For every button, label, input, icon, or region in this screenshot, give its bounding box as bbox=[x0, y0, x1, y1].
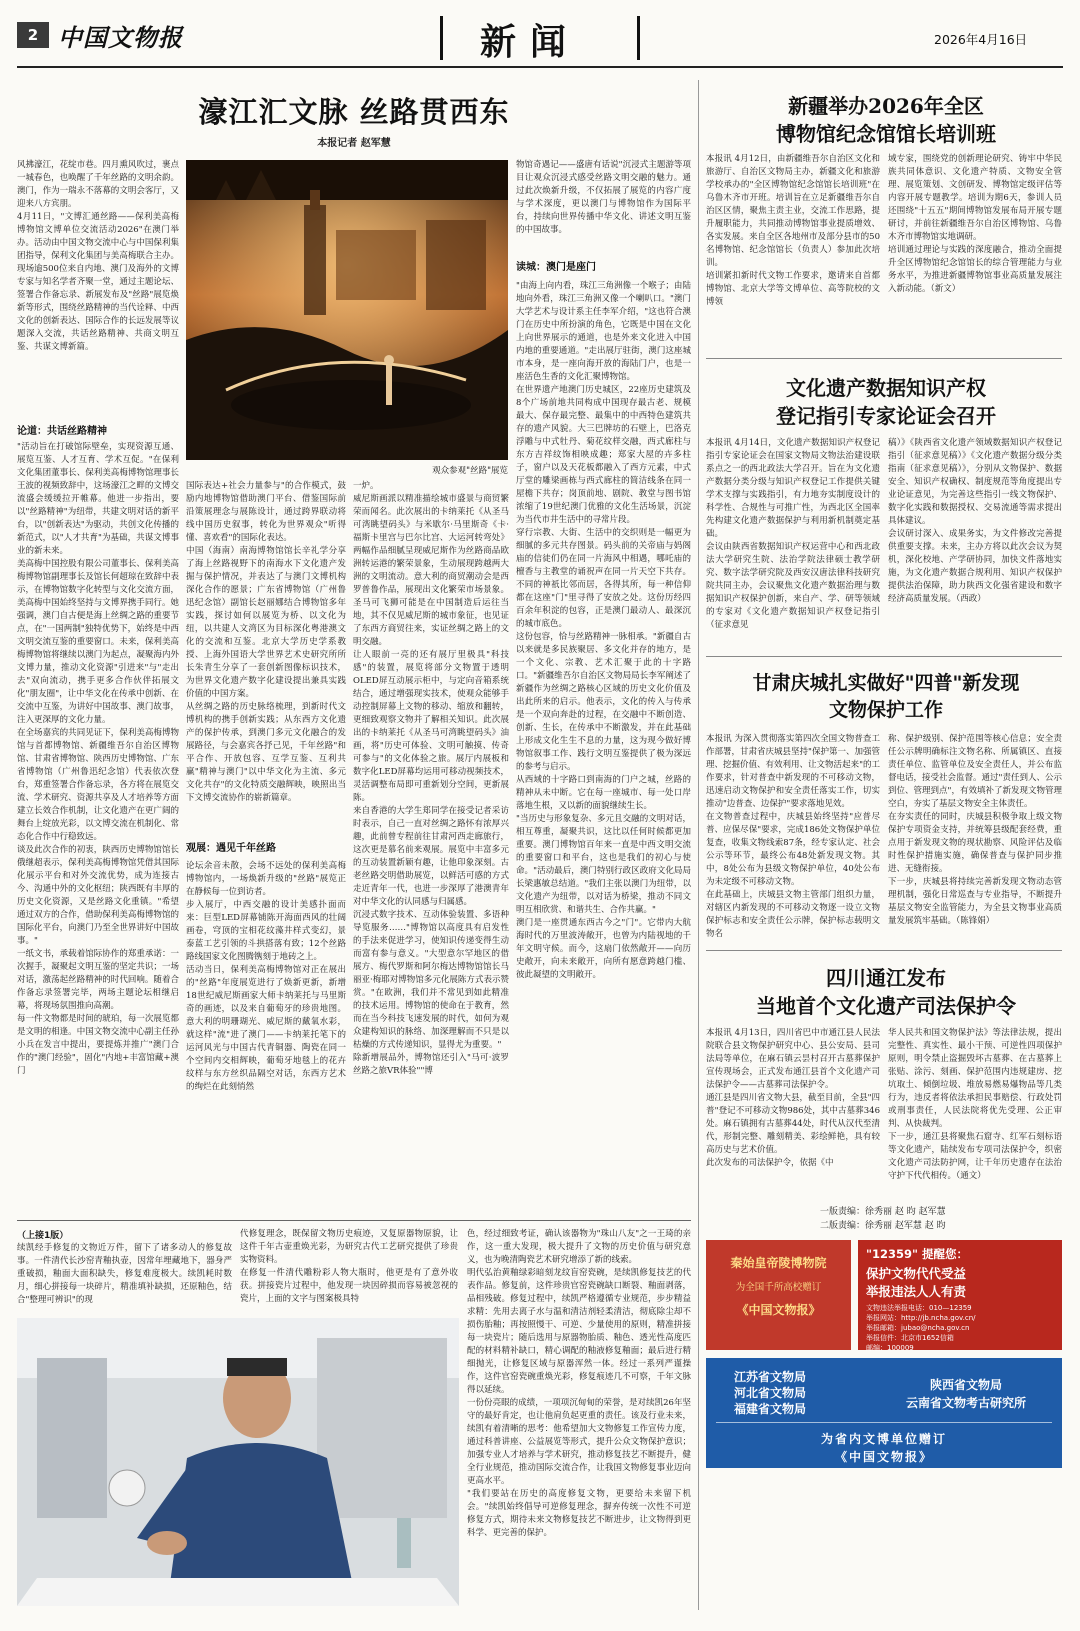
lead-col2-body: 国际表达+社会力量参与"的合作模式，鼓励内地博物馆借助澳门平台、借鉴国际前沿策展理念与展陈设计，通过跨界联动将线中国历史叙事，转化为世界观众"听得懂、喜欢看"的国际化表达。 中国（海南）南海博物馆馆长辛礼学分享了海上丝路视野下的南海水下文化遗产发掘与保护情况，并表达了与澳门文博机构深化合作的愿景；广东省博物馆（广州鲁迅纪念馆）副馆长赵丽娜结合博物馆多年实践，探讨如何以展览为桥、以文化为纽，以共建人文湾区为目标深化粤港澳文化的交流和互鉴。北京大学历史学系教授、上海外国语大学世界艺术史研究所所长朱青生分享了一套创新图像标识技术，为世界文化遗产数字化建设提出兼具实践价值的中国方案。 从丝绸之路的历史脉络梳理，到新时代文博机构的携手创新实践；从东西方文化遗产的保护传承，到澳门多元文化融合的发展路径，与会嘉宾各抒己见，千年丝路"和平合作、开放包容、互学互鉴、互利共赢"精神与澳门"以中华文化为主流、多元文化共存"的文化特质交融辉映，映照出当下文博交流协作的崭新篇章。 bbox=[186, 481, 346, 803]
masthead bbox=[0, 0, 1080, 74]
lead-subhead-1: 论道：共话丝路精神 bbox=[17, 426, 107, 437]
column-divider bbox=[698, 80, 699, 1610]
ad-provincial-divider bbox=[716, 1422, 1052, 1423]
article1-headline-line1: 新疆举办2026年全区 bbox=[788, 94, 984, 118]
continued-rule bbox=[17, 1220, 691, 1221]
right-rule-3 bbox=[706, 950, 1062, 951]
lead-col1-intro: 风拂濠江，花绽市巷。四月熏风吹过，裹点一城春色，也唤醒了千年丝路的文明余韵。澳门，作为一瑞永不落幕的文明会客厅，又迎来八方宾朋。 4月11日，"文博汇通丝路——保利美高梅博物馆文博单位交流活动2026"在澳门举办。活动由中国文物交流中心与中国保利集团指导，保利文化集团与美高梅联合主办。现场逾500位来自内地、澳门及海外的文博专家与知名学者齐聚一堂，通过主题论坛、签署合作备忘录、新展发布及"丝路"展览焕新等形式，围绕丝路精神的当代诠释、中西文化的创新表达、国际合作的长远发展等议题深入交流，共话丝路精神、共商文明互鉴、共谋文博新篇。 bbox=[17, 160, 179, 352]
article1-headline-line2: 博物馆纪念馆馆长培训班 bbox=[776, 122, 996, 146]
lead-col4-intro: 物馆奇遇记——盛唐有话说"沉浸式主题游等项目让观众沉浸式感受丝路文明交融的魅力。通过此次焕新升级，不仅拓展了展览的内容广度与学术深度，更以澳门与博物馆作为国际平台，持续向世界传播中华文化、讲述文明互鉴的中国故事。 bbox=[516, 160, 691, 235]
lead-headline: 濠江汇文脉 丝路贯西东 bbox=[198, 95, 510, 129]
lead-subhead-3: 读城：澳门是座门 bbox=[516, 262, 596, 273]
restorer-photo bbox=[17, 1318, 459, 1606]
ad-provincial-left-1: 江苏省文物局 bbox=[734, 1370, 807, 1384]
ad-hotline-site: 举报网站：http://jb.ncha.gov.cn/ bbox=[866, 1314, 976, 1322]
ad-hotline-line3: 举报违法人人有责 bbox=[866, 1284, 967, 1299]
ad-provincial bbox=[706, 1358, 1062, 1468]
restorer-illustration bbox=[17, 1318, 459, 1606]
ad-museum-line2: 为全国千所高校赠订 bbox=[735, 1282, 822, 1293]
exhibition-illustration bbox=[186, 160, 508, 460]
exhibition-photo bbox=[186, 160, 508, 460]
lead-col3-body: 一炉。 威尼斯画派以精准描绘城市盛景与商贸繁荣而闻名。此次展出的卡纳莱托《从圣马可湾眺望码头》与米歇尔·马里斯奇《卡·福斯卡里宫与巴尔比宫、大运河转弯处》两幅作品细腻呈现威尼斯作为丝路商品欧洲转运港的繁荣景象，生动展现跨越两大洲的文明流动。意大利的商贸潮动会是西罗普鲁作品，展现出文化繁荣市场景象。圣马可飞狮可能是在中国制造后运往当地，其不仅见威尼斯的城市象征，也见证了东西方商贸往来，实证丝绸之路上的文明交融。 让人眼前一亮的还有展厅里极具"科技感"的装置，展览将部分文物置于透明OLED屏互动展示柜中，与定向音箱系统结合，通过增强现实技术，使观众能够手动控制屏幕上文物的移动、缩放和翻转，更细致观察文物并了解相关知识。此次展出的卡纳莱托《从圣马可湾眺望码头》油画，将"历史可体验、文明可触摸、传奇可参与"的文化体验之旅。展厅内展板和数字化LED屏幕均运用可移动视频技术，灵活调整布局即可重新划分空间，更新展陈。 来自香港的大学生郑同学在接受记者采访时表示，自己一直对丝绸之路怀有浓厚兴趣，此前曾专程前往甘肃河西走廊旅行，这次更是慕名前来观展。展览中丰富多元的互动装置新颖有趣，让他印象深刻。古老丝路交明借助展览，以鲜活可感的方式走近青年一代，也进一步深厚了港澳青年对中华文化的认同感与归属感。 沉浸式数字技术、互动体验装置、多语种导览服务……"博物馆以高度具有启发性的手法来促进学习，使知识传递变得生动而富有参与意义。"大型意尔罕地区的借展方、梅代罗斯和阿尔梅达博物馆馆长马丽亚·梅耶对博物馆多元化展陈方式表示赞赏。"在欧洲，我们并不常见到如此精准的技术运用。博物馆的使命在于教育，然而在当今科技飞速发展的时代，如何为观众建构知识的脉络、加深理解而不只是以枯燥的方式传递知识，显得尤为重要。" 除新增展品外，博物馆还引入"马可·波罗丝路之旅VR体验""博 bbox=[353, 481, 509, 1076]
article1-col2: 域专家，围绕党的创新理论研究、铸牢中华民族共同体意识、文化遗产特质、文物安全管理、展览策划、文创研发、博物馆定级评估等内容开展专题教学。培训为期6天，参训人员还围绕"十五五"期间博物馆发展布局开展专题研讨，并前往新疆维吾尔自治区博物馆、乌鲁木齐市博物馆实地调研。 培训通过理论与实践的深度融合，推动全面提升全区博物馆纪念馆馆长的综合管理能力与业务水平，为推进新疆博物馆事业高质量发展注入新动能。（新文） bbox=[888, 154, 1062, 294]
article2-col2: 稿）》《陕西省文化遗产领域数据知识产权登记指引（征求意见稿）》《文化遗产数据分级分类指南（征求意见稿）》，分别从文物保护、数据安全、知识产权确权、制度规范等角度提出专业论证意见，为完善这些指引一线文物保护、数字化实践和数据授权、交易流通等需求提出具体建议。 会议研讨深入、成果务实，为文件修改完善提供重要支撑。未来，主办方将以此次会议为契机，深化校地、产学研协同，加快文件落地实施，为文化遗产数据合规利用、知识产权保护提供法治保障，助力陕西文化强省建设和数字经济高质量发展。（西政） bbox=[888, 438, 1062, 604]
lead-byline: 本报记者 赵军慧 bbox=[317, 138, 391, 149]
ad-provincial-right-2: 云南省文物考古研究所 bbox=[905, 1396, 1026, 1410]
continued-col2: 代修复理念，既保留文物历史痕迹，又复原器物原貌，让这件千年古壶重焕光彩，为研究古代工艺研究提供了珍贵实物资料。 在修复一件清代雕粉彩人物大瓶时，他更是有了意外收获。拼接瓷片过程中，他发现一块因碎损而容易被忽视的瓷片，上面的文字与图案极具特 bbox=[240, 1229, 458, 1304]
article3-headline-line2: 文物保护工作 bbox=[828, 699, 943, 721]
lead-col1-body: "活动旨在打破馆际壁垒，实现资源互通、展览互鉴、人才互育、学术互促。"在保利文化集团董事长、保利美高梅博物馆理事长王波的视频致辞中，这场濠江之畔的文博交流盛会缓缓拉开帷幕。他进一步指出，要以"丝路精神"为纽带，共建文明对话的新平台，以"创新表达"为驱动，共创文化传播的新范式，以"人才共育"为基础，共谋文博事业的新未来。 美高梅中国控股有限公司董事长、保利美高梅博物馆副理事长及馆长何超琼在致辞中表示，在博物馆数字化转型与文化交流方面，美高梅中国始终坚持与文博界携手同行。她强调，澳门自古便是海上丝绸之路的重要节点，在"一国两制"独特优势下，始终是中西文明交流互鉴的重要窗口。未来，保利美高梅博物馆将继续以澳门为起点，凝聚海内外文博力量，推动文化资源"引进来"与"走出去"双向流动，携手更多合作伙伴拓展文化"朋友圈"，让中华文化在传承中创新、在交流中互鉴，为讲好中国故事、澳门故事，注入更深厚的文化力量。 在全场嘉宾的共同见证下，保利美高梅博物馆与首都博物馆、新疆维吾尔自治区博物馆、甘肃省博物馆、陕西历史博物馆、广东省博物馆（广州鲁迅纪念馆）代表依次登台，郑重签署合作备忘录，各方将在展览交流、学术研究、资源共享及人才培养等方面建立长效合作机制，让文化遗产在更广阔的舞台上绽放光彩，以文博交流在机制化、常态化合作中行稳致远。 谈及此次合作的初衷，陕西历史博物馆馆长俄继超表示，保利美高梅博物馆凭借其国际化展示平台和对外交流优势，成为连接古今、沟通中外的文化枢纽；陕西既有丰厚的历史文化资源，又是丝路文化重镇。"希望通过双方的合作，借助保利美高梅博物馆的国际化平台，向澳门乃至全世界讲好中国故事。" 一纸文书，承载着馆际协作的郑重承诺：一次握手，凝聚起文明互鉴的坚定共识；一场对话，激荡起丝路精神的时代回响。随着合作备忘录签署完毕，两场主题论坛相继启幕，将现场氛围推向高潮。 每一件文物都是时间的琥珀，每一次展览都是文明的相逢。中国文物交流中心副主任孙小兵在发言中提出，要提炼并推广"澳门合作的"澳门经验"，固化"内地+丰富馆藏+澳门 bbox=[17, 442, 179, 1076]
lead-col2-body-cont: 论坛余音未散，会场不远处的保利美高梅博物馆内，一场焕新升级的"丝路"展览正在静候每一位到访者。 步入展厅，中西交融的设计美感扑面而来：巨型LED屏幕铺陈开海面西风的壮阔画卷，穹顶的宝相花纹藻井样式变幻，景泰蓝工艺引领的斗拱搭落有致；12个丝路路线国家文化图腾镌刻于地砖之上。 活动当日，保利美高梅博物馆对正在展出的"丝路"年度展览进行了焕新更新，新增18世纪威尼斯画家大师卡纳莱托与马里斯奇的画迹，以及来自葡萄牙的珍贵地图。意大利的明珊瑚光、威尼斯的戴氧水彩，就这样"流"进了澳门——卡纳莱托笔下的运河风光与中国古代青铜器、陶瓷在同一个空间内交相辉映，葡萄牙地毯上的花卉纹样与东方丝织品隔空对话，东西方艺术的绚烂在此刻悄然 bbox=[186, 861, 346, 1092]
article2-headline-line1: 文化遗产数据知识产权 bbox=[786, 376, 986, 400]
ad-hotline-email: 举报邮箱：jubao@ncha.gov.cn bbox=[866, 1324, 970, 1332]
masthead-divider-right bbox=[637, 16, 640, 60]
ad-provincial-right-1: 陕西省文物局 bbox=[929, 1378, 1002, 1392]
article1-col1: 本报讯 4月12日，由新疆维吾尔自治区文化和旅游厅、自治区文物局主办，新疆文化和旅游学校承办的"全区博物馆纪念馆馆长培训班"在乌鲁木齐市开班。培训旨在立足新疆维吾尔自治区区情，聚焦主责主业，交流工作思路，提升履职能力，共同推动博物馆事业提质增效、各实发展。来自全区各地州市及部分县市的50名博物馆、纪念馆馆长（负责人）参加此次培训。 培训紧扣新时代文物工作要求，邀请来自首都博物馆、北京大学等文博单位、高等院校的文博领 bbox=[706, 154, 880, 307]
paper-name: 中国文物报 bbox=[58, 23, 183, 52]
ad-hotline-zip: 邮编：100009 bbox=[866, 1344, 914, 1352]
article4-col2: 华人民共和国文物保护法》等法律法规，提出完整性、真实性、最小干预、可逆性四项保护原则，明令禁止盗掘毁坏古墓葬、在古墓葬上张贴、涂污、刻画、保护范围内违规建房、挖坑取土、倾倒垃圾、堆放易燃易爆物品等几类行为，违反者将依法承担民事赔偿、行政处罚或刑事责任，人民法院将优先受理、公正审判、从快裁判。 下一步，通江县将聚焦石窟寺、红军石刻标语等文化遗产，陆续发布专项司法保护令，织密文化遗产司法防护网，让千年历史遗存在法治守护下代代相传。（通文） bbox=[888, 1028, 1062, 1181]
article4-col1: 本报讯 4月13日，四川省巴中市通江县人民法院联合县文物保护研究中心、县公安局、县司法局等单位，在麻石镇云昙村召开古墓葬保护宣传现场会，正式发布通江县首个文化遗产司法保护令——古墓葬司法保护令。 通江县是四川省文物大县，截至目前，全县"四普"登记不可移动文物986处，其中古墓葬346处。麻石镇拥有古墓葬44处，时代从汉代至清代，形制完整、雕刻精美、彩绘鲜艳，具有较高历史与艺术价值。 此次发布的司法保护令，依据《中 bbox=[706, 1028, 880, 1168]
masthead-divider-left bbox=[440, 16, 443, 60]
ad-provincial-foot-1: 为省内文博单位赠订 bbox=[820, 1432, 947, 1446]
page-number: 2 bbox=[17, 22, 49, 48]
article4-headline-line1: 四川通江发布 bbox=[826, 966, 946, 990]
ad-museum bbox=[706, 1240, 851, 1350]
lead-subhead-2: 观展：遇见千年丝路 bbox=[186, 843, 276, 854]
continued-label: （上接1版） bbox=[17, 1231, 69, 1241]
ad-museum-line1: 秦始皇帝陵博物院 bbox=[730, 1256, 827, 1270]
photo-caption: 观众参观"丝路"展览 bbox=[432, 466, 508, 476]
ad-provincial-foot-2: 《中国文物报》 bbox=[834, 1450, 933, 1464]
lead-col4-body: "由海上向内看，珠江三角洲像一个喉子；由陆地向外看，珠江三角洲又像一个喇叭口。"澳门大学艺术与设计系主任李军介绍，"这也符合澳门在历史中所扮演的角色，它既是中国在文化上向世界展示的通道，也是外来文化进入中国内地的重要通道。"走出展厅驻街，澳门这座城市本身，是一座向海开放的海陆门户，也是一座活色生香的文化汇聚博物馆。 在世界遗产地澳门历史城区，22座历史建筑及8个广场前地共同构成中国现存最古老、规模最大、保存最完整、最集中的中西特色建筑共存的遗产风貌。大三巴牌坊的石壁上，巴洛克浮雕与中式牡丹、菊花纹样交融，西式廊柱与东方吉祥纹饰相映成趣；郑家大屋的卉多柱子，窗户以及天花板都融入了西方元素，中式厅堂的雕梁画栋与西式廊柱的简洁线条在同一屋檐下共存；岗顶前地、剧院、教堂与图书馆浓缩了19世纪澳门优雅的文化生活场景，沉淀为当代市井生活中的寻常片段。 穿行宗教、大街、生活中的交织则是一幅更为细腻的多元共存图景。码头前的关帝庙与妈阁庙的信徒们仍在同一片海风中相遇，哪吒庙的檀香与主教堂的诵祝声在同一片天空下共存。不同的神祇比邻而居，各得其所，每一种信仰都在这座"门"里寻得了安放之处。这份历经四百余年积淀的包容，正是澳门最动人、最深沉的城市底色。 这份包容，恰与丝路精神一脉相承。"新疆自古以来就是多民族聚居、多文化并存的地方，是一个文化、宗教、艺术汇聚于此的十字路口。"新疆维吾尔自治区文物局局长李军阐述了新疆作为丝绸之路核心区域的历史文化价值及出此所来的启示。他表示，文化的传入与传承是一个双向奔赴的过程，在交融中不断创造、创新、生长，在传承中不断激发，并在此基础上形成文化生生不息的力量，这为现今做好博物馆叙事工作、践行文明互鉴提供了极为深远的参考与启示。 从西域的十字路口到南海的门户之城，丝路的精神从未中断。它在每一座城市、每一处口岸落地生根，又以新的面貌继续生长。 "当历史与形象复杂、多元且交融的文明对话，相互尊重，凝聚共识，这比以任何时候都更加重要。澳门博物馆百年来一直是中西文明交流的重要窗口和平台，这也是我们的初心与使命。"活动最后，澳门特别行政区政府文化局局长梁惠敏总结道。"我们主张以澳门为纽带，以文化遗产为纽带，以对话为桥梁，推动不同文明互相欣赏、和谐共生、合作共赢。" 澳门是一座贯通东西古今之"门"。它带内大航海时代的万里波涛敞开，也曾为内陆视地的千年文明守候。而今，这扇门依然敞开——向历史敞开，向未来敞开，向所有愿意跨越门槛、彼此凝望的文明敞开。 bbox=[516, 281, 691, 980]
article2-headline-line2: 登记指引专家论证会召开 bbox=[776, 404, 996, 428]
ad-hotline-line1: "12359" 提醒您： bbox=[866, 1247, 968, 1261]
ad-hotline bbox=[858, 1240, 1062, 1350]
article3-headline-line1: 甘肃庆城扎实做好"四普"新发现 bbox=[752, 672, 1020, 694]
issue-date: 2026年4月16日 bbox=[934, 32, 1028, 47]
article3-col1: 本报讯 为深入贯彻落实第四次全国文物普查工作部署，甘肃省庆城县坚持"保护第一、加强管理、挖掘价值、有效利用、让文物活起来"的工作要求，针对普查中新发现的不可移动文物，迅速启动文物保护和安全责任落实工作，切实推动"边普查、边保护"要求落地见效。 在文物普查过程中，庆城县始终坚持"应普尽普、应保尽保"要求，完成186处文物保护单位复查，收集文物线索87条，经专家认定、社会公示等环节，最终公布48处新发现文物。其中，8处公布为县级文物保护单位，40处公布为未定级不可移动文物。 在此基础上，庆城县文物主管部门组织力量，对辖区内新发现的不可移动文物逐一设立文物保护标志和安全责任公示牌，保护标志载明文物名 bbox=[706, 734, 880, 939]
ad-hotline-line2: 保护文物代代受益 bbox=[866, 1266, 967, 1281]
ad-museum-line3: 《中国文物报》 bbox=[736, 1303, 821, 1317]
ad-provincial-left-3: 福建省文物局 bbox=[734, 1402, 807, 1416]
masthead-rule bbox=[17, 66, 1063, 68]
right-rule-1 bbox=[706, 358, 1062, 359]
ad-hotline-phone: 文物违法举报电话：010—12359 bbox=[866, 1304, 972, 1312]
ad-hotline-mail: 举报信件：北京市1652信箱 bbox=[866, 1334, 954, 1342]
editors-line-2: 二版责编：徐秀丽 赵军慧 赵 昀 bbox=[820, 1221, 946, 1231]
editors-line-1: 一版责编：徐秀丽 赵 昀 赵军慧 bbox=[820, 1207, 946, 1217]
ad-provincial-left-2: 河北省文物局 bbox=[734, 1386, 807, 1400]
article2-col1: 本报讯 4月14日，文化遗产数据知识产权登记指引专家论证会在国家文物局文物法治建设联系点之一的西北政法大学召开。旨在为文化遗产数据分类分级与知识产权登记工作提供关键学术支撑与实践指引，有力地夯实制度设计的科学性、合规性与可推广性，为西北区全国率先构建文化遗产数据保护与利用新机制奠定基础。 会议由陕西省数据知识产权运营中心和西北政法大学研究生院、法治学院法律硕士教学研究、数字法学研究院及西安汉唐法律科技研究院共同主办，会议聚焦文化遗产数据治理与数据知识产权保护创新，来自产、学、研等领域的专家对《文化遗产数据知识产权登记指引（征求意见 bbox=[706, 438, 880, 630]
section-title: 新闻 bbox=[480, 21, 581, 63]
continued-col3: 色，经过细致考证，确认该器物为"珠山八友"之一王琦的亲作，这一重大发现，极大提升了文物的历史价值与研究意义，也为晚清陶瓷艺术研究增添了新的线索。 明代弘治黄釉绿彩暗刻龙纹盲窑瓷碗，是续凯修复技艺的代表作品。修复前，这件珍贵官窑瓷碗缺口断裂、釉面剥落，品相残破。修复过程中，续凯严格遵循专业规范，步步精益求精：先用去离子水与温和清洁剂轻柔清洁，彻底除尘却不损伤胎釉；再按照慢干、可逆、少量使用的原则，精准拼接每一块瓷片；随后选用与原器物胎质、釉色、透光性高度匹配的材料精补缺口，精心调配的釉液修复釉面；最后进行精细抛光，让修复区域与原器浑然一体。经过一系列严谨操作，这件官窑瓷碗重焕光彩，修复痕迹几不可察，千年文脉得以延续。 一份份亮眼的成绩，一项项沉甸甸的荣誉，是对续凯26年坚守的最好肯定，也让他肩负起更重的责任。该及行业未来，续凯有着清晰的思考：他希望加大文物修复工作宣传力度，通过科普讲座、公益展览等形式，提升公众文物保护意识；加强专业人才培养与学术研究，推动修复技艺不断提升，健全行业规范，推动国际交流合作，让我国文物修复事业迈向更高水平。 "我们要站在历史的高度修复文物，更要给未来留下机会。"续凯始终倡导可逆修复理念，摒弃传统一次性不可逆修复方式，期待未来文物修复技艺不断进步，让文物得到更科学、更完善的保护。 bbox=[467, 1229, 691, 1538]
continued-col1: 续凯经手修复的文物近万件，留下了诸多动人的修复故事。一件清代长沙窑青釉执壶，因常年埋藏地下，器身严重破损，釉面大面积缺失，修复难度极大。续凯耗时数月，细心拼接每一块碎片，精准填补缺损，还原釉色，结合"整理可辨识"的现 bbox=[17, 1243, 232, 1305]
article4-headline-line2: 当地首个文化遗产司法保护令 bbox=[756, 994, 1016, 1018]
article3-col2: 称、保护级别、保护范围等核心信息；安全责任公示牌明确标注文物名称、所属镇区、直接责任单位、监管单位及安全责任人，并公布监督电话，接受社会监督。通过"责任到人、公示到位、管理到点"，有效填补了新发现文物管理空白，夯实了基层文物安全主体责任。 在夯实责任的同时，庆城县积极争取上级文物保护专项资金支持，并统筹县级配套经费，重点用于新发现文物的现状勘察、风险评估及临时性保护措施实施，确保普查与保护同步推进、无缝衔接。 下一步，庆城县将持续完善新发现文物动态管理机制，强化日常巡查与专业指导，不断提升基层文物安全监管能力，为全县文物事业高质量发展筑牢基础。（陈锋娟） bbox=[888, 734, 1062, 926]
right-rule-2 bbox=[706, 656, 1062, 657]
